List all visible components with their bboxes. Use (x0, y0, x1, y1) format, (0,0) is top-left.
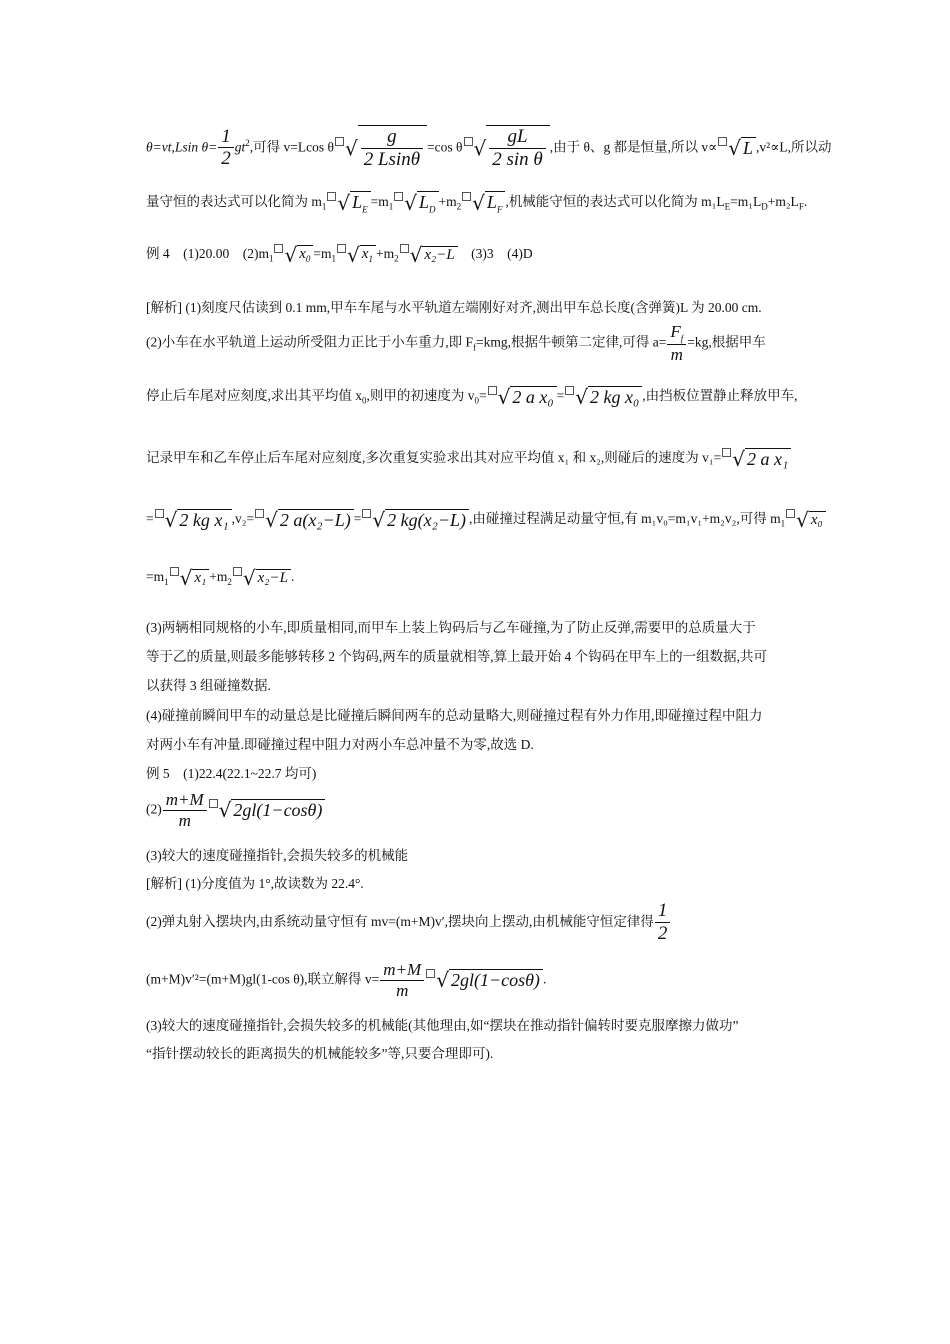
text-segment: ,由挡板位置静止释放甲车, (642, 388, 798, 403)
radical-expression (732, 447, 791, 471)
fraction-numerator: 1 (655, 900, 671, 923)
text-segment: =m (370, 194, 389, 209)
subscript: 1 (368, 254, 373, 265)
sqrt-icon: √ (728, 136, 741, 161)
radical-expression (474, 125, 550, 172)
radicand: 2gl(1−cosθ) (449, 969, 543, 991)
radical-expression (345, 125, 427, 172)
fraction-denominator: m (178, 810, 191, 830)
radicand: x₁ (192, 569, 209, 587)
radical-expression (410, 243, 458, 267)
text-segment: +m₂L (767, 194, 799, 209)
fraction-denominator: m (670, 344, 683, 364)
analysis-5-line-5: “指针摆动较长的距离损失的机械能较多”等,只要合理即可). (146, 1046, 494, 1061)
analysis-5-line-4: (3)较大的速度碰撞指针,会损失较多的机械能(其他理由,如“摆块在推动指针偏转时要克服摩擦力做功” (146, 1018, 739, 1033)
radicand: x₂−L (256, 569, 291, 587)
text-segment: . (290, 569, 295, 585)
radical-expression (575, 385, 642, 409)
subscript: 0 (362, 395, 367, 406)
text-segment: 例 4 (1)20.00 (2)m (146, 246, 269, 261)
analysis-line-6: $=m_1$ √ $x_1 +m_2$ √ x₂−L . (146, 566, 295, 590)
placeholder-box-icon (462, 192, 471, 201)
placeholder-box-icon (155, 509, 164, 518)
placeholder-box-icon (233, 567, 242, 576)
sqrt-icon: √ (409, 242, 423, 267)
analysis-line-7: (3)两辆相同规格的小车,即质量相同,而甲车上装上钩码后与乙车碰撞,为了防止反弹,需要甲的总质量大于 (146, 620, 756, 635)
placeholder-box-icon (565, 386, 574, 395)
radicand: x (299, 246, 306, 263)
radical-expression (796, 508, 826, 532)
analysis-line-3 (146, 384, 798, 409)
text-segment: θ=vt,Lsin θ= (146, 139, 218, 155)
radicand: L (352, 192, 363, 213)
sqrt-icon: √ (436, 968, 449, 993)
radical-expression (265, 508, 354, 532)
analysis-5-line-2 (146, 900, 671, 946)
radicand: 2 kg x₁ (177, 509, 231, 531)
subscript: E (362, 204, 368, 215)
text-segment: gt (234, 139, 246, 155)
subscript: D (761, 201, 768, 212)
solution-line-1 (146, 125, 831, 172)
text-segment: 停止后车尾对应刻度,求出其平均值 x (146, 388, 362, 403)
radical-expression (472, 191, 505, 215)
sqrt-icon: √ (242, 566, 256, 590)
text-segment: = (146, 511, 154, 526)
sqrt-icon: √ (337, 190, 351, 215)
text-segment: (2) (146, 801, 162, 817)
radical-expression (243, 566, 291, 590)
placeholder-box-icon (426, 969, 435, 978)
text-segment: ,则甲的初速度为 v (366, 388, 475, 403)
analysis-line-1: [解析] (1)刻度尺估读到 0.1 mm,甲车车尾与水平轨道左端刚好对齐,测出甲车总长度(含弹簧)L 为 20.00 cm. (146, 300, 762, 315)
fraction-numerator: m+M (380, 960, 424, 981)
subscript: f (680, 333, 684, 344)
sqrt-icon: √ (732, 446, 745, 471)
text-segment: ,v²∝L,所以动 (756, 139, 832, 155)
text-segment: =kg,根据甲车 (687, 334, 766, 350)
fraction-denominator: m (396, 980, 409, 1000)
sqrt-icon: √ (344, 136, 358, 161)
radical-expression (219, 798, 326, 822)
placeholder-box-icon (327, 192, 336, 201)
text-segment: =cos θ (427, 139, 463, 155)
analysis-line-9: 以获得 3 组碰撞数据. (146, 678, 271, 693)
example-5-answer-3: (3)较大的速度碰撞指针,会损失较多的机械能 (146, 848, 409, 863)
radicand: x₂−L (422, 246, 457, 264)
sqrt-icon: √ (218, 798, 232, 823)
analysis-5-line-1: [解析] (1)分度值为 1°,故读数为 22.4°. (146, 876, 364, 891)
radical-expression (180, 566, 210, 590)
text-segment: = (479, 388, 487, 403)
radicand: L (741, 137, 756, 159)
text-segment: =kmg,根据牛顿第二定律,可得 a= (476, 334, 667, 350)
text-segment: ,v₂= (231, 511, 255, 526)
fraction-numerator: gL (489, 126, 546, 149)
placeholder-box-icon (400, 244, 409, 253)
sqrt-icon: √ (372, 507, 386, 532)
analysis-line-2 (146, 322, 766, 365)
placeholder-box-icon (255, 509, 264, 518)
placeholder-box-icon (362, 509, 371, 518)
subscript: F (798, 201, 804, 212)
text-segment: = (353, 511, 362, 526)
text-segment: +m (375, 246, 395, 261)
text-segment: 记录甲车和乙车停止后车尾对应刻度,多次重复实验求出其对应平均值 x₁ 和 x₂,则碰后的速度为 v₁= (146, 450, 722, 465)
subscript: E (724, 201, 731, 212)
sqrt-icon: √ (472, 190, 485, 215)
fraction (667, 322, 686, 365)
analysis-line-11: 对两小车有冲量.即碰撞过程中阻力对两小车总冲量不为零,故选 D. (146, 737, 534, 752)
analysis-line-8: 等于乙的质量,则最多能够转移 2 个钩码,两车的质量就相等,算上最开始 4 个钩码在甲车上的一组数据,共可 (146, 649, 767, 664)
text-segment: . (803, 194, 808, 209)
placeholder-box-icon (274, 244, 283, 253)
placeholder-box-icon (170, 567, 179, 576)
fraction-half (655, 900, 671, 946)
sqrt-icon: √ (164, 507, 178, 532)
placeholder-box-icon (337, 244, 346, 253)
radical-expression (165, 508, 232, 532)
text-segment: +m (209, 569, 228, 585)
radicand: x (361, 246, 369, 263)
text-segment: ,可得 v=Lcos θ (249, 139, 334, 155)
fraction (380, 960, 424, 1001)
placeholder-box-icon (335, 137, 344, 146)
sqrt-icon: √ (473, 136, 487, 161)
fraction-denominator: 2 Lsinθ (363, 148, 421, 170)
solution-line-2: 量守恒的表达式可以化简为 $m_1$ √ $L_E=m_1$ √ $L_D+m_2$ √ $L_F$,机械能守恒的表达式可以化简为 $m_1L_E=m_1L_D+m_2L_F$. (146, 190, 808, 215)
text-segment: = (556, 388, 565, 403)
example-5-answer-1: 例 5 (1)22.4(22.1~22.7 均可) (146, 766, 317, 781)
fraction-numerator: g (361, 126, 423, 149)
radical-expression (728, 136, 756, 160)
analysis-line-10: (4)碰撞前瞬间甲车的动量总是比碰撞后瞬间两车的总动量略大,则碰撞过程有外力作用,即碰撞过程中阻力 (146, 708, 763, 723)
text-segment: ,由于 θ、g 都是恒量,所以 v∝ (549, 139, 718, 155)
text-segment: (2)弹丸射入摆块内,由系统动量守恒有 mv=(m+M)v′,摆块向上摆动,由机械能守恒定律得 (146, 913, 654, 929)
fraction-half: $\frac{1}{2}$ (218, 126, 234, 172)
superscript: 2 (245, 137, 250, 148)
fraction-numerator: m+M (163, 790, 207, 811)
analysis-line-5: = √ 2 kg x₁ ,v₂= √ 2 a(x₂−L) = √ 2 kg(x₂−L) ,由碰撞过程满足动量守恒,有 m₁v₀=m₁v₁+m₂v₂,可得 $m_1$ √ x₀ (146, 507, 826, 532)
radicand: L (486, 192, 497, 213)
sqrt-icon: √ (404, 190, 418, 215)
text-segment: (3)3 (4)D (457, 246, 533, 261)
text-segment: ,由碰撞过程满足动量守恒,有 m₁v₀=m₁v₁+m₂v₂,可得 m (469, 511, 781, 526)
subscript: D (429, 204, 436, 215)
sqrt-icon: √ (796, 507, 809, 532)
sqrt-icon: √ (347, 242, 360, 267)
radicand: 2gl(1−cosθ) (231, 799, 325, 821)
radical-expression (436, 968, 543, 992)
placeholder-box-icon (209, 799, 218, 808)
text-segment: =m (146, 569, 165, 585)
subscript: 0 (474, 395, 479, 406)
sqrt-icon: √ (497, 384, 511, 409)
radicand: 2 kg(x₂−L) (385, 509, 469, 531)
fraction-numerator: F (670, 322, 681, 341)
radicand: x₀ (809, 511, 826, 529)
placeholder-box-icon (464, 137, 473, 146)
subscript: f (473, 342, 476, 353)
text-segment: (2)小车在水平轨道上运动所受阻力正比于小车重力,即 F (146, 334, 473, 350)
text-segment: 量守恒的表达式可以化简为 m (146, 194, 322, 209)
placeholder-box-icon (488, 386, 497, 395)
radical-expression (498, 385, 557, 409)
placeholder-box-icon (718, 137, 727, 146)
text-segment: =m₁L (730, 194, 762, 209)
placeholder-box-icon (394, 192, 403, 201)
sqrt-icon: √ (284, 242, 298, 267)
example-5-answer-2 (146, 790, 325, 831)
fraction (163, 790, 207, 831)
text-segment: ,机械能守恒的表达式可以化简为 m₁L (505, 194, 725, 209)
radicand: 2 a x₁ (745, 448, 791, 470)
radical-expression (404, 191, 438, 215)
sqrt-icon: √ (575, 384, 588, 409)
subscript: F (496, 204, 503, 215)
fraction-denominator: 2 sin θ (492, 148, 543, 170)
radical-expression (347, 243, 376, 267)
radicand: 2 a x₀ (510, 386, 556, 408)
radicand: L (419, 192, 430, 213)
subscript: 0 (305, 254, 311, 265)
radical-expression (372, 508, 469, 532)
text-segment: (m+M)v′²=(m+M)gl(1-cos θ),联立解得 v= (146, 971, 380, 987)
radical-expression (284, 243, 313, 267)
example-4-answer: 例 4 (1)20.00 $(2)m_1$ √ $x_0 =m_1$ √ $x_1 +m_2$ √ x₂−L (3)3 (4)D (146, 242, 533, 267)
text-segment: . (542, 971, 547, 987)
radical-expression (337, 191, 370, 215)
sqrt-icon: √ (265, 507, 278, 532)
text-segment: +m (438, 194, 457, 209)
text-segment: =m (313, 246, 332, 261)
sqrt-icon: √ (179, 566, 193, 590)
radicand: 2 a(x₂−L) (278, 509, 354, 531)
fraction-denominator: 2 (657, 922, 668, 944)
placeholder-box-icon (786, 509, 795, 518)
analysis-line-4 (146, 446, 791, 471)
radicand: 2 kg x₀ (588, 386, 642, 408)
placeholder-box-icon (722, 448, 731, 457)
analysis-5-line-3 (146, 960, 546, 1001)
